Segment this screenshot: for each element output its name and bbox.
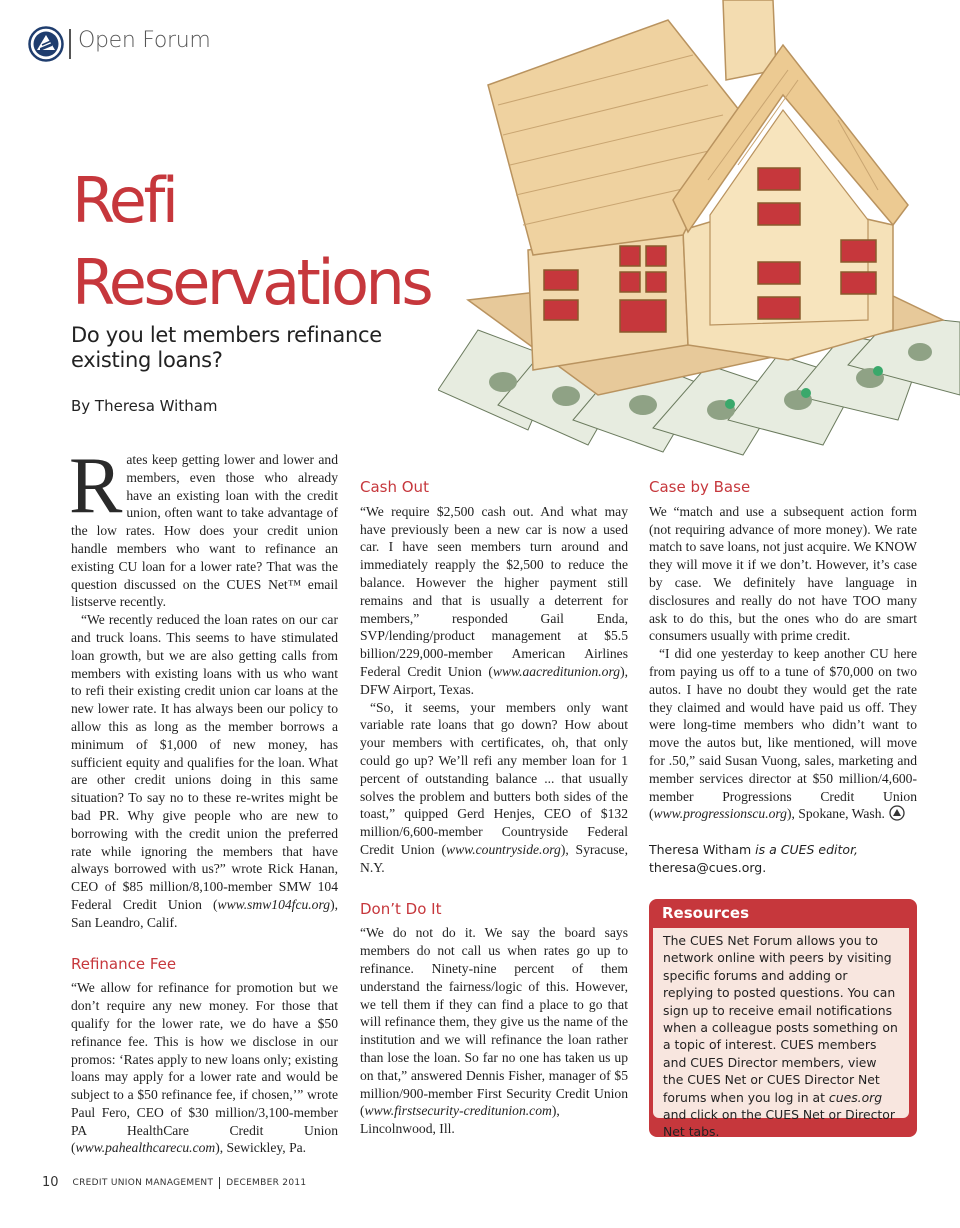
drop-cap: R	[69, 442, 123, 530]
resources-heading: Resources	[662, 904, 750, 922]
footer-divider	[219, 1177, 220, 1189]
paragraph-text: ), Syracuse, N.Y.	[360, 841, 628, 875]
paragraph-text: “We do not do it. We say the board says members do not call us when rates go up to refinance. Ninety-nine percent of them understand the fairness/logic of this. However, we tell them if they can find a place to go that will refinance them, they give us the name of the institution and we will refinance the loan rather than lose the loan. So far no one has taken us up on that,” answered Dennis Fisher, manager of $5 million/900-member First Security Credit Union (	[360, 925, 628, 1119]
link-countryside[interactable]: www.countryside.org	[446, 841, 561, 857]
link-cues-org[interactable]: cues.org	[828, 1089, 883, 1105]
intro-paragraph	[69, 442, 338, 611]
paragraph-text: ), DFW Airport, Texas.	[360, 663, 628, 697]
subhead-case-by-base: Case by Base	[649, 478, 751, 496]
quote-vuong	[649, 645, 917, 823]
page-footer	[42, 1175, 306, 1190]
cues-logo-icon	[28, 26, 64, 62]
paragraph-text: “I did one yesterday to keep another CU here from paying us off to a tune of $70,000 on two autos. I have no doubt they would get the rate they claimed and would have paid us off. They were long-time members who didn’t want to move the autos but, like mentioned, will move for .50,” said Susan Vuong, sales, marketing and member services director at $50 million/4,600-member Progressions Credit Union (	[649, 646, 917, 822]
paragraph-text: ), Spokane, Wash.	[786, 806, 885, 822]
issue-date: DECEMBER 2011	[226, 1177, 307, 1188]
title-line-1: Refi	[72, 164, 176, 237]
paragraph-text: ), San Leandro, Calif.	[71, 896, 338, 930]
end-mark-icon	[889, 805, 905, 821]
quote-fisher	[360, 924, 628, 1138]
section-title: Open Forum	[78, 28, 211, 53]
quote-case-by-case: We “match and use a subsequent action form (not requiring advance of more money). We rate match to save loans, not just acquire. We KNOW they will move it if we don’t. However, it’s case by case. We definitely have language in disclosures and really do not have TOO many ask to do this, but the ones who do are smart consumers usually with prime credit.	[649, 503, 917, 644]
author-name: Theresa Witham	[649, 842, 752, 858]
byline: By Theresa Witham	[71, 397, 218, 415]
resources-box	[649, 899, 917, 1140]
subhead-cash-out: Cash Out	[360, 478, 429, 496]
quote-henjes	[360, 699, 628, 877]
page-number: 10	[42, 1175, 59, 1190]
resources-text-part: The CUES Net Forum allows you to network online with peers by visiting specific forums and adding or replying to posted questions. You can sign up to receive email notifications when a colleague posts something on a topic of interest. CUES members and CUES Director members, view the CUES Net or CUES Director Net forums when you log in at	[663, 933, 898, 1105]
article-column-3	[649, 479, 917, 877]
intro-text: ates keep getting lower and lower and members, even those who already have an existing loan with the credit union, often want to take advantage of the low rates. How does your credit union handle members who want to refinance an existing CU loan for a lower rate? That was the question discussed on the CUES Net™ email listserve recently.	[71, 452, 338, 610]
house-on-money-image	[438, 0, 960, 460]
article-column-1	[69, 442, 338, 1157]
link-pahealthcarecu[interactable]: www.pahealthcarecu.com	[75, 1140, 216, 1156]
link-firstsecurity[interactable]: www.firstsecurity-creditunion.com	[364, 1103, 552, 1119]
paragraph-text: “We recently reduced the loan rates on our car and truck loans. This seems to have stimulated loan growth, but we are also getting calls from members with existing loans with us who want to refi their existing credit union car loans at the new lower rate. It has always been our policy to allow this as long as the member borrows a minimum of $1,000 of new money, has sufficient equity and qualifies for the loan. What are other credit unions doing in this same situation? To say no to these re-writes might be bad PR. Why give people who are new to borrowing with the credit union the preferred rate while ignoring the members that have always borrowed with us?” wrote Rick Hanan, CEO of $85 million/8,100-member SMW 104 Federal Credit Union (	[71, 612, 338, 912]
title-line-2: Reservations	[72, 246, 431, 319]
link-progressionscu[interactable]: www.progressionscu.org	[653, 806, 787, 822]
quote-enda	[360, 503, 628, 699]
author-role: is a CUES editor,	[751, 842, 859, 858]
paragraph-text: ), Sewickley, Pa.	[215, 1140, 307, 1156]
article-deck: Do you let members refinance existing loans?	[71, 323, 382, 372]
article-title	[72, 160, 430, 324]
quote-fero	[71, 979, 338, 1157]
article-column-2	[360, 479, 628, 1138]
paragraph-text: “We allow for refinance for promotion but we don’t require any new money. For those that qualify for the lower rate, we do have a $50 refinance fee. This is how we disclose in our promos: ‘Rates apply to new loans only; existing loans may apply for a lower rate and would be subject to a $50 refinance fee, if chosen,’” wrote Paul Fero, CEO of $30 million/3,100-member PA HealthCare Credit Union (	[71, 980, 338, 1156]
link-aacreditunion[interactable]: www.aacreditunion.org	[492, 663, 621, 679]
header-divider	[69, 29, 71, 59]
resources-text	[663, 932, 899, 1141]
paragraph-text: ), Lincolnwood, Ill.	[360, 1103, 560, 1137]
link-smw104fcu[interactable]: www.smw104fcu.org	[217, 896, 331, 912]
author-email[interactable]: theresa@cues.org.	[649, 860, 767, 876]
resources-body	[653, 928, 909, 1140]
publication-name: CREDIT UNION MANAGEMENT	[72, 1177, 214, 1188]
author-note	[649, 841, 917, 877]
subhead-dont-do-it: Don’t Do It	[360, 899, 442, 918]
subhead-refinance-fee: Refinance Fee	[71, 954, 177, 973]
quote-hanan	[71, 611, 338, 931]
resources-text-part: and click on the CUES Net or Director Net tabs.	[663, 1107, 895, 1140]
paragraph-text: “We require $2,500 cash out. And what may have previously been a new car is now a used car. I have seen members turn around and immediately reapply the $2,500 to reduce the balance. However the higher payment still remains and that is usually a deterrent for members,” responded Gail Enda, SVP/lending/product management at $5.5 billion/229,000-member American Airlines Federal Credit Union (	[360, 503, 628, 679]
paragraph-text: “So, it seems, your members only want variable rate loans that go down? How about your members with certificates, oh, that only could go up? We’ll refi any member loan for 1 percent of outstanding balance ... that usually solves the problem and butters both sides of the toast,” quipped Gerd Henjes, CEO of $132 million/6,600-member Countryside Federal Credit Union (	[360, 699, 628, 857]
